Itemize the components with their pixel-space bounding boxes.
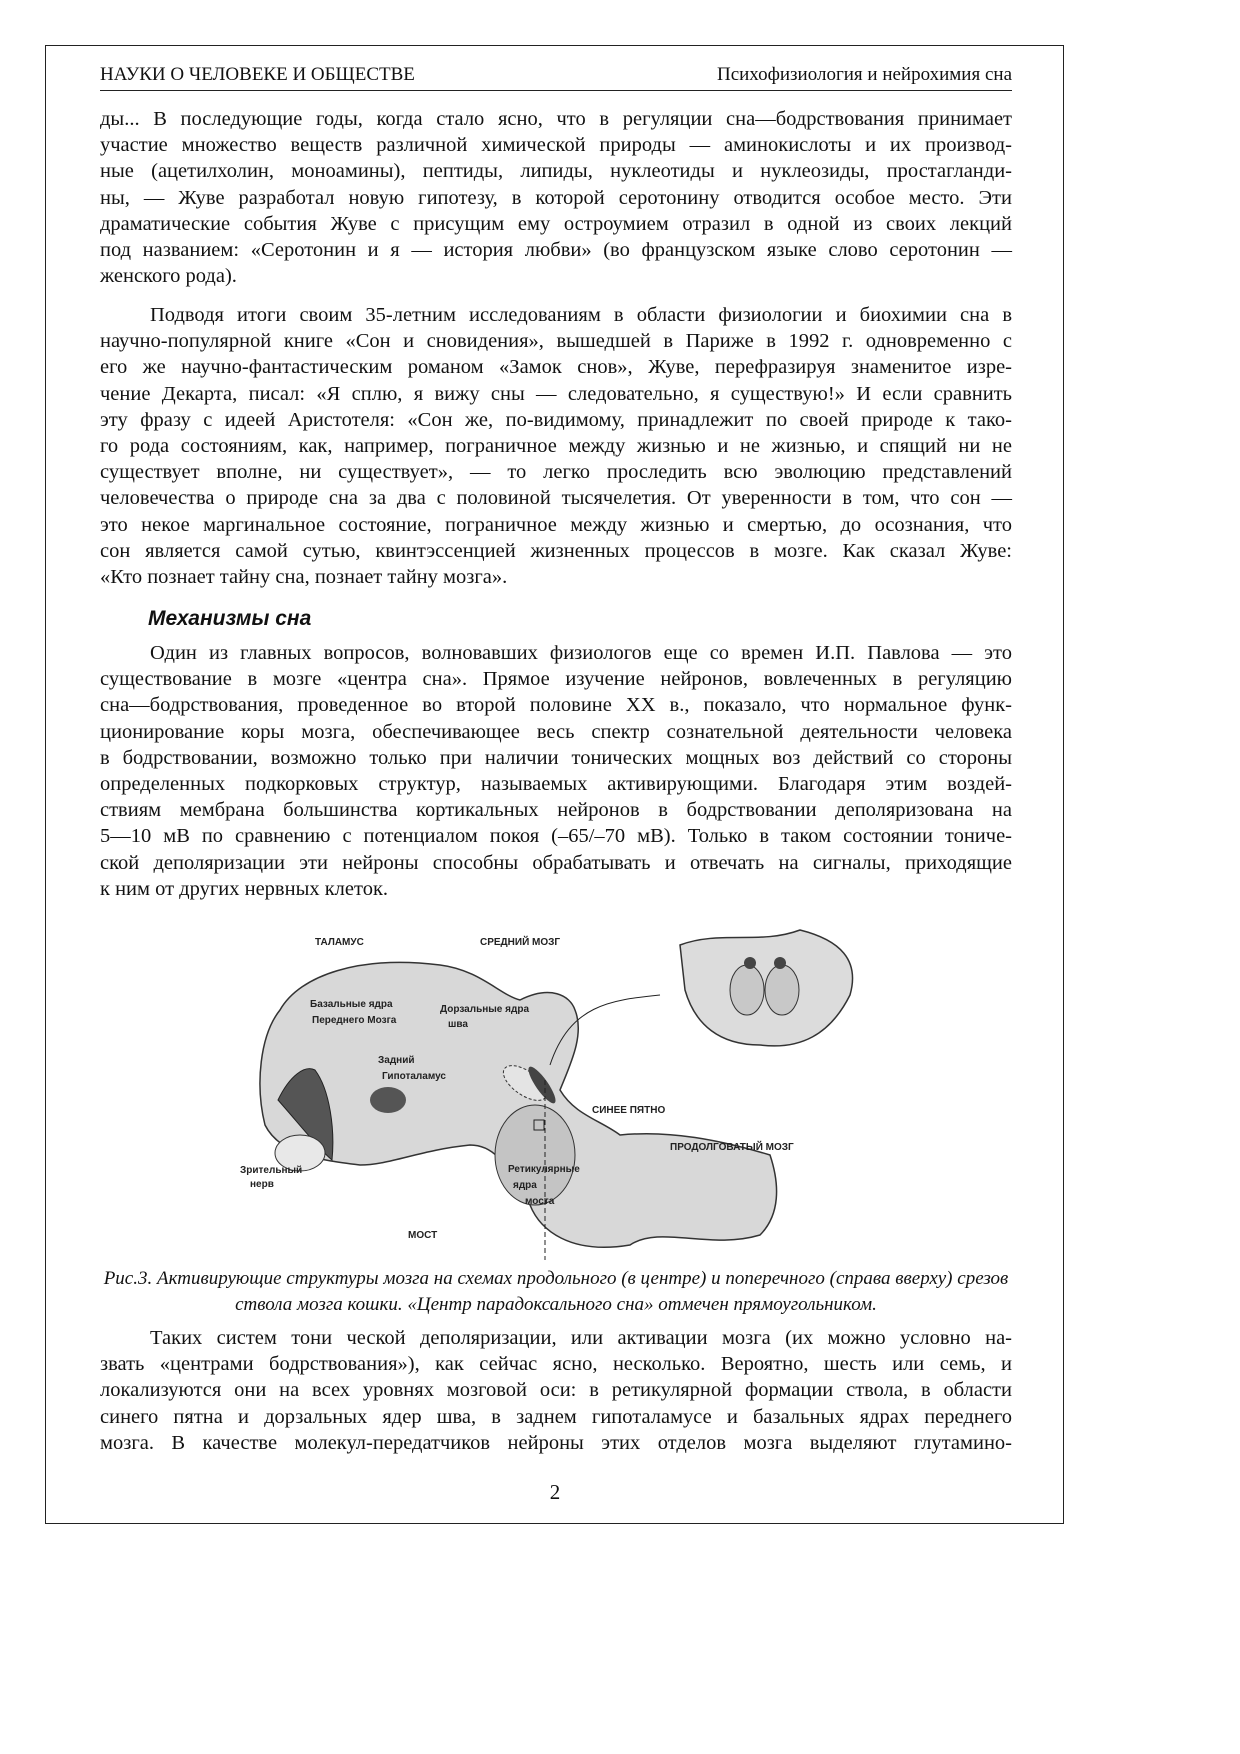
text-line: существование в мозге «центра сна». Прямое изучение нейронов, вовлеченных в регуляцию xyxy=(100,668,1012,691)
svg-text:Зрительный: Зрительный xyxy=(240,1165,303,1176)
svg-text:шва: шва xyxy=(448,1019,468,1030)
text-line: го рода состояниям, как, например, пограничное между жизнью и не жизнью, и спящий ни не xyxy=(100,435,1012,458)
svg-text:СИНЕЕ ПЯТНО: СИНЕЕ ПЯТНО xyxy=(592,1105,666,1116)
text-line: женского рода). xyxy=(100,265,237,288)
text-line: звать «центрами бодрствования»), как сейчас ясно, несколько. Вероятно, шесть или семь, и xyxy=(100,1353,1012,1376)
section-heading: Механизмы сна xyxy=(148,607,312,630)
paragraph-2 xyxy=(100,302,1012,590)
svg-text:Ретикулярные: Ретикулярные xyxy=(508,1164,580,1175)
figure-caption: Рис.3. Активирующие структуры мозга на схемах продольного (в центре) и поперечного (справа вверху) срезов ствола мозга кошки. «Центр парадоксального сна» отмечен прямоугольником. xyxy=(103,1268,1009,1315)
text-line: 5—10 мВ по сравнению с потенциалом покоя (–65/–70 мВ). Только в таком состоянии тониче- xyxy=(100,825,1012,848)
svg-text:ПРОДОЛГОВАТЫЙ МОЗГ: ПРОДОЛГОВАТЫЙ МОЗГ xyxy=(670,1142,794,1153)
svg-text:Переднего Мозга: Переднего Мозга xyxy=(312,1015,397,1026)
header-right: Психофизиология и нейрохимия сна xyxy=(716,64,1012,85)
text-line: локализуются они на всех уровнях мозговой оси: в ретикулярной формации ствола, в области xyxy=(100,1379,1012,1402)
text-line: определенных подкорковых структур, называемых активирующими. Благодаря этим воздей- xyxy=(100,773,1012,796)
text-line: сон является самой сутью, квинтэссенцией жизненных процессов в мозге. Как сказал Жуве: xyxy=(100,539,1012,562)
text-line: существует вполне, ни существует», — то легко проследить всю эволюцию представлений xyxy=(100,461,1012,484)
text-line: научно-популярной книге «Сон и сновидения», вышедшей в Париже в 1992 г. одновременно с xyxy=(100,330,1012,353)
text-line: ны, — Жуве разработал новую гипотезу, в которой серотонину отводится особое место. Эти xyxy=(100,186,1012,209)
text-line: ской деполяризации эти нейроны способны обрабатывать и отвечать на сигналы, приходящие xyxy=(100,851,1012,874)
text-line: ционирование коры мозга, обеспечивающее весь спектр сознательной деятельности человека xyxy=(100,720,1012,743)
text-line: Таких систем тони ческой деполяризации, или активации мозга (их можно условно на- xyxy=(150,1327,1012,1349)
svg-text:ТАЛАМУС: ТАЛАМУС xyxy=(315,937,364,948)
text-line: это некое маргинальное состояние, пограничное между жизнью и смертью, до осознания, что xyxy=(100,513,1012,536)
svg-text:моста: моста xyxy=(525,1196,555,1207)
text-line: чение Декарта, писал: «Я сплю, я вижу сны — следовательно, я существую!» И если сравнить xyxy=(100,382,1012,405)
text-line: ды... В последующие годы, когда стало ясно, что в регуляции сна—бодрствования принимает xyxy=(100,108,1012,130)
text-line: его же научно-фантастическим романом «Замок снов», Жуве, перефразируя знаменитое изре- xyxy=(100,356,1012,379)
paragraph-3 xyxy=(100,640,1012,902)
text-line: Один из главных вопросов, волновавших физиологов еще со времен И.П. Павлова — это xyxy=(150,642,1012,664)
text-line: под названием: «Серотонин и я — история любви» (во французском языке слово серотонин — xyxy=(100,239,1012,262)
brain-diagram xyxy=(240,915,930,1265)
text-line: ные (ацетилхолин, моноамины), пептиды, липиды, нуклеотиды и нуклеозиды, простагланди- xyxy=(100,160,1012,183)
text-line: драматические события Жуве с присущим ему остроумием отразил в одной из своих лекций xyxy=(100,212,1012,235)
text-line: человечества о природе сна за два с половиной тысячелетия. От уверенности в том, что сон — xyxy=(100,487,1012,510)
text-line: синего пятна и дорзальных ядер шва, в заднем гипоталамусе и базальных ядрах переднего xyxy=(100,1405,1012,1428)
text-line: «Кто познает тайну сна, познает тайну мозга». xyxy=(100,566,508,589)
text-line: сна—бодрствования, проведенное во второй половине XX в., показало, что нормальное функ- xyxy=(100,694,1012,717)
svg-text:Задний: Задний xyxy=(378,1055,415,1066)
text-line: в бодрствовании, возможно только при наличии тонических мощных воз действий со стороны xyxy=(100,746,1012,769)
svg-text:ядра: ядра xyxy=(513,1180,537,1191)
svg-text:Базальные ядра: Базальные ядра xyxy=(310,999,393,1010)
text-line: участие множество веществ различной химической природы — аминокислоты и их производ- xyxy=(100,134,1012,157)
text-line: к ним от других нервных клеток. xyxy=(100,877,389,900)
paragraph-1 xyxy=(100,106,1012,289)
paragraph-4 xyxy=(100,1325,1012,1456)
header-rule xyxy=(100,90,1012,91)
posterior-hypothalamus xyxy=(370,1087,406,1113)
page-number: 2 xyxy=(549,1480,561,1504)
text-line: Подводя итоги своим 35-летним исследованиям в области физиологии и биохимии сна в xyxy=(150,304,1012,326)
svg-text:МОСТ: МОСТ xyxy=(408,1230,438,1241)
text-line: мозга. В качестве молекул-передатчиков нейроны этих отделов мозга выделяют глутамино- xyxy=(100,1431,1012,1454)
svg-text:нерв: нерв xyxy=(250,1179,274,1190)
running-header xyxy=(100,64,1012,86)
svg-text:Дорзальные ядра: Дорзальные ядра xyxy=(440,1004,530,1015)
text-line: эту фразу с идеей Аристотеля: «Сон же, по-видимому, принадлежит по своей природе к тако- xyxy=(100,408,1012,431)
svg-text:Гипоталамус: Гипоталамус xyxy=(382,1071,446,1082)
text-line: ствиям мембрана большинства кортикальных нейронов в бодрствовании деполяризована на xyxy=(100,799,1012,822)
header-left: НАУКИ О ЧЕЛОВЕКЕ И ОБЩЕСТВЕ xyxy=(100,64,415,85)
svg-text:СРЕДНИЙ МОЗГ: СРЕДНИЙ МОЗГ xyxy=(480,937,561,948)
